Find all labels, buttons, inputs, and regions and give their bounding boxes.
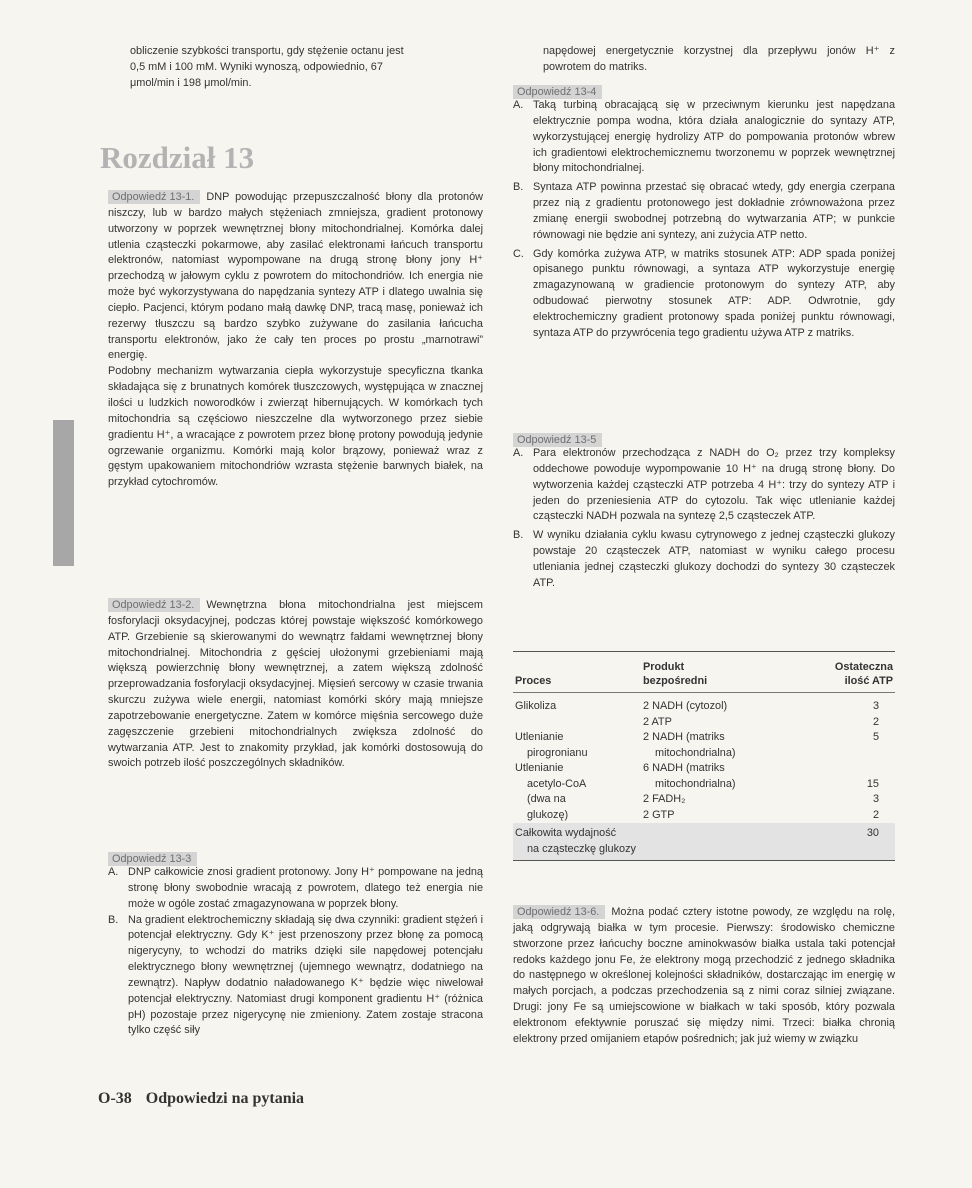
continuation-text: napędowej energetycznie korzystnej dla przepływu jonów H⁺ z powrotem do matriks. — [543, 45, 895, 73]
cell-atp: 3 2 — [872, 700, 879, 728]
answer-13-3-item-a: A. DNP całkowicie znosi gradient protonowy. Jony H⁺ pompowane na jedną stronę błony swobodnie wracają z powrotem, dlatego też energia nie może w ogóle zostać zmagazynowana w poprzek błony. — [108, 865, 483, 913]
cell-total-label: Całkowita wydajność na cząsteczkę glukozy — [513, 823, 805, 860]
header-proces: Proces — [513, 658, 641, 693]
header-produkt: Produkt bezpośredni — [641, 658, 805, 693]
intro-line-1: obliczenie szybkości transportu, gdy stężenie octanu jest — [130, 45, 404, 57]
cell-product: 2 NADH (matriks mitochondrialna) — [643, 731, 736, 759]
answer-13-6-tag: Odpowiedź 13-6. — [513, 905, 605, 919]
answer-13-4 — [513, 82, 895, 342]
table-header-row — [513, 658, 895, 693]
answer-13-3-text-b: Na gradient elektrochemiczny składają się dwa czynniki: gradient stężeń i potencjał elektryczny. Gdy K⁺ jest przenoszony przez błonę za pomocą nigerycyny, to wchodzi do matriks dzięki sile napędowej potencjału elektrycznego błony wewnętrznej (ujemnego wewnątrz, dodatniego na zewnątrz). Napływ dodatnio naładowanego K⁺ będzie więc niwelował potencjał elektryczny. Natomiast drugi komponent gradientu H⁺ (różnica pH) pozostaje przez nigerycynę nie zmieniony. Zatem zostaje stracona tylko część siły — [128, 913, 483, 1037]
cell-process: Utlenianie acetylo-CoA (dwa na glukozę) — [515, 762, 587, 821]
answer-13-2-paragraph — [108, 598, 483, 772]
answer-13-6 — [513, 905, 895, 1048]
cell-total-atp: 30 — [805, 823, 895, 860]
table-row-glikoliza — [513, 693, 895, 731]
atp-yield-table-grid — [513, 658, 895, 860]
answer-13-1-paragraph-1 — [108, 190, 483, 364]
table-row-pirogronian — [513, 730, 895, 761]
answer-13-5-tag: Odpowiedź 13-5 — [513, 433, 602, 447]
answer-13-3-continuation — [543, 44, 895, 76]
cell-atp: 15 3 2 — [866, 777, 879, 821]
answer-13-2-text: Wewnętrzna błona mitochondrialna jest miejscem fosforylacji oksydacyjnej, podczas której powstaje większość komórkowego ATP. Grzebienie są skierowanymi do wewnątrz fałdami wewnętrznej błony mitochondrialnej. Mitochondria z gęściej ułożonymi grzebieniami mają większą powierzchnię błony wewnętrznej, a zatem większą zdolność przeprowadzania fosforylacji oksydacyjnej. Mięsień sercowy w czasie trwania skurczu zużywa wiele energii, natomiast komórki skóry mają mniejsze zapotrzebowanie energetyczne. Zatem w komórce mięśnia sercowego duże zagęszczenie grzebieni mitochondrialnych zwiększa zdolność do wytwarzania ATP. Jest to znakomity przykład, jak komórki dostosowują do swoich potrzeb ilość poszczególnych składników. — [108, 599, 483, 770]
answer-13-4-text-b: Syntaza ATP powinna przestać się obracać wtedy, gdy energia czerpana przez nią z gradientu protonowego jest dokładnie zrównoważona przez zmianę energii swobodnej potrzebną do wytwarzania ATP; w punkcie równowagi nie będzie ani syntezy, ani zużycia ATP netto. — [533, 181, 895, 241]
answer-13-2 — [108, 598, 483, 772]
answer-13-3-tag: Odpowiedź 13-3 — [108, 852, 197, 866]
answer-13-3-item-b: B. Na gradient elektrochemiczny składają się dwa czynniki: gradient stężeń i potencjał elektryczny. Gdy K⁺ jest przenoszony przez błonę za pomocą nigerycyny, to wchodzi do matriks dzięki sile napędowej potencjału elektrycznego błony wewnętrznej (ujemnego wewnątrz, dodatniego na zewnątrz). Napływ dodatnio naładowanego K⁺ będzie więc niwelował potencjał elektryczny. Natomiast drugi komponent gradientu H⁺ (różnica pH) pozostaje przez nigerycynę nie zmieniony. Zatem zostaje stracona tylko część siły — [108, 913, 483, 1040]
answer-13-1-tag: Odpowiedź 13-1. — [108, 190, 200, 204]
cell-product: 6 NADH (matriks mitochondrialna) 2 FADH₂ 2 GTP — [643, 762, 736, 821]
answer-13-5-item-a: A. Para elektronów przechodząca z NADH do O₂ przez trzy kompleksy oddechowe powoduje wypompowanie 10 H⁺ na drugą stronę błony. Do wytworzenia każdej cząsteczki ATP potrzeba 4 H⁺: trzy do syntezy ATP i jeden do przeniesienia ATP do cytozolu. Tak więc utlenianie każdej cząsteczki NADH pozwala na syntezę 2,5 cząsteczek ATP. — [513, 446, 895, 525]
answer-13-1-text: DNP powodując przepuszczalność błony dla protonów niszczy, lub w bardzo małych stężeniach zmniejsza, gradient protonowy utworzony w poprzek wewnętrznej błony mitochondrialnej. Komórka dalej utlenia cząsteczki pokarmowe, aby zasilać elektronami łańcuch transportu elektronów, natomiast wypompowane na drugą stronę błony jony H⁺ przechodzą w jałowym cyklu z powrotem do mitochondriów. Ich energia nie może być wykorzystywana do napędzania syntezy ATP i dlatego uwalnia się ciepło. Pacjenci, którym podano małą dawkę DNP, tracą masę, ponieważ ich rezerwy tłuszczu są bardzo szybko zużywane do zasilania łańcucha transportu elektronów, jako że cały ten proces po prostu „marnotrawi” energię. — [108, 191, 483, 362]
answer-13-2-tag: Odpowiedź 13-2. — [108, 598, 200, 612]
answer-13-6-paragraph — [513, 905, 895, 1048]
answer-13-4-item-a: A. Taką turbiną obracającą się w przeciwnym kierunku jest napędzana elektrycznie pompa wodna, która działa analogicznie do syntazy ATP, wykorzystującej energię hydrolizy ATP do pompowania protonów wbrew ich gradientowi elektrochemicznemu tworzonemu w poprzek wewnętrznej błony mitochondrialnej. — [513, 98, 895, 177]
answer-13-4-text-c: Gdy komórka zużywa ATP, w matriks stosunek ATP: ADP spada poniżej opisanego punktu równowagi, a syntaza ATP wykorzystuje energię zmagazynowaną w gradiencie protonowym do syntezy ATP, aby odbudować pierwotny stosunek ATP: ADP. Odwrotnie, gdy elektrochemiczny gradient protonowy spada poniżej punktu równowagi, syntaza ATP do przywrócenia tego gradientu używa ATP z matriks. — [533, 247, 895, 339]
answer-13-5-text-b: W wyniku działania cyklu kwasu cytrynowego z jednej cząsteczki glukozy powstaje 20 cząsteczek ATP, natomiast w wyniku całego procesu utleniania jednej cząsteczki glukozy dochodzi do syntezy 30 cząsteczek ATP. — [533, 529, 895, 589]
answer-13-4-item-c: C. Gdy komórka zużywa ATP, w matriks stosunek ATP: ADP spada poniżej opisanego punktu równowagi, a syntaza ATP wykorzystuje energię zmagazynowaną w gradiencie protonowym do syntezy ATP, aby odbudować pierwotny stosunek ATP: ADP. Odwrotnie, gdy elektrochemiczny gradient protonowy spada poniżej punktu równowagi, syntaza ATP do przywrócenia tego gradientu używa ATP z matriks. — [513, 247, 895, 342]
atp-yield-table — [513, 651, 895, 861]
header-ilosc: Ostateczna ilość ATP — [805, 658, 895, 693]
page-footer — [98, 1090, 318, 1108]
answer-13-5 — [513, 430, 895, 592]
answer-13-4-text-a: Taką turbiną obracającą się w przeciwnym kierunku jest napędzana elektrycznie pompa wodna, która działa analogicznie do syntazy ATP, wykorzystującej energię hydrolizy ATP do pompowania protonów wbrew ich gradientowi elektrochemicznemu tworzonemu w poprzek wewnętrznej błony mitochondrialnej. — [533, 99, 895, 175]
answer-13-3 — [108, 849, 483, 1039]
answer-13-5-text-a: Para elektronów przechodząca z NADH do O₂ przez trzy kompleksy oddechowe powoduje wypompowanie 10 H⁺ na drugą stronę błony. Do wytworzenia każdej cząsteczki ATP potrzeba 4 H⁺: trzy do syntezy ATP i jeden do przeniesienia ATP do cytozolu. Tak więc utlenianie każdej cząsteczki NADH pozwala na syntezę 2,5 cząsteczek ATP. — [533, 447, 895, 523]
answer-13-4-item-b: B. Syntaza ATP powinna przestać się obracać wtedy, gdy energia czerpana przez nią z gradientu protonowego jest dokładnie zrównoważona przez zmianę energii swobodnej potrzebną do wytwarzania ATP; w punkcie równowagi nie będzie ani syntezy, ani zużycia ATP netto. — [513, 180, 895, 243]
chapter-title: Rozdział 13 — [100, 140, 255, 175]
footer-section-title: Odpowiedzi na pytania — [145, 1090, 305, 1107]
page-number: O-38 — [98, 1090, 132, 1107]
table-row-total — [513, 823, 895, 860]
cell-process: Utlenianie pirogronianu — [515, 731, 588, 759]
cell-atp: 5 — [872, 731, 879, 743]
intro-line-2: 0,5 mM i 100 mM. Wyniki wynoszą, odpowiednio, 67 — [130, 60, 383, 73]
cell-product: 2 NADH (cytozol) 2 ATP — [643, 700, 728, 728]
intro-line-3: μmol/min i 198 μmol/min. — [130, 76, 252, 89]
answer-13-4-tag: Odpowiedź 13-4 — [513, 85, 602, 99]
answer-13-6-text: Można podać cztery istotne powody, ze względu na rolę, jaką odgrywają białka w tym procesie. Pierwszy: środowisko chemiczne stworzone przez łańcuchy boczne aminokwasów białka ustala taki potencjał redoks każdego jonu Fe, że elektrony mogą przechodzić z jednego składnika do następnego w określonej kolejności składników, dostarczając im energię w małych porcjach, a podczas przechodzenia są z nimi coraz silniej związane. Drugi: jony Fe są umiejscowione w białkach w taki sposób, który pozwala elektronom efektywnie poruszać się między nimi. Trzeci: białka chronią elektrony przed omijaniem etapów pośrednich; jak już wiemy w związku — [513, 906, 895, 1045]
cell-process: Glikoliza — [515, 700, 557, 712]
answer-13-1 — [108, 190, 483, 491]
answer-13-3-text-a: DNP całkowicie znosi gradient protonowy. Jony H⁺ pompowane na jedną stronę błony swobodnie wracają z powrotem, dlatego też energia nie może w ogóle zostać zmagazynowana w poprzek błony. — [128, 866, 483, 910]
table-row-acetylo-coa — [513, 761, 895, 823]
chapter-thumb-tab — [53, 420, 74, 566]
answer-13-5-item-b: B. W wyniku działania cyklu kwasu cytrynowego z jednej cząsteczki glukozy powstaje 20 cząsteczek ATP, natomiast w wyniku całego procesu utleniania jednej cząsteczki glukozy dochodzi do syntezy 30 cząsteczek ATP. — [513, 528, 895, 591]
answer-13-1-paragraph-2: Podobny mechanizm wytwarzania ciepła wykorzystuje specyficzna tkanka składająca się z brunatnych komórek tłuszczowych, występująca w znacznej ilości u ludzkich noworodków i zwierząt hibernujących. W komórkach tych mitochondria są częściowo nieszczelne dla wytworzonego przez siebie gradientu H⁺, a wracające z powrotem przez błonę protony powodują jedynie ogrzewanie organizmu. Komórki mają kolor brązowy, ponieważ wraz z gęstym upakowaniem mitochondriów wzrasta stężenie barwnych białek, na przykład cytochromów. — [108, 365, 483, 489]
intro-continuation — [130, 44, 483, 92]
